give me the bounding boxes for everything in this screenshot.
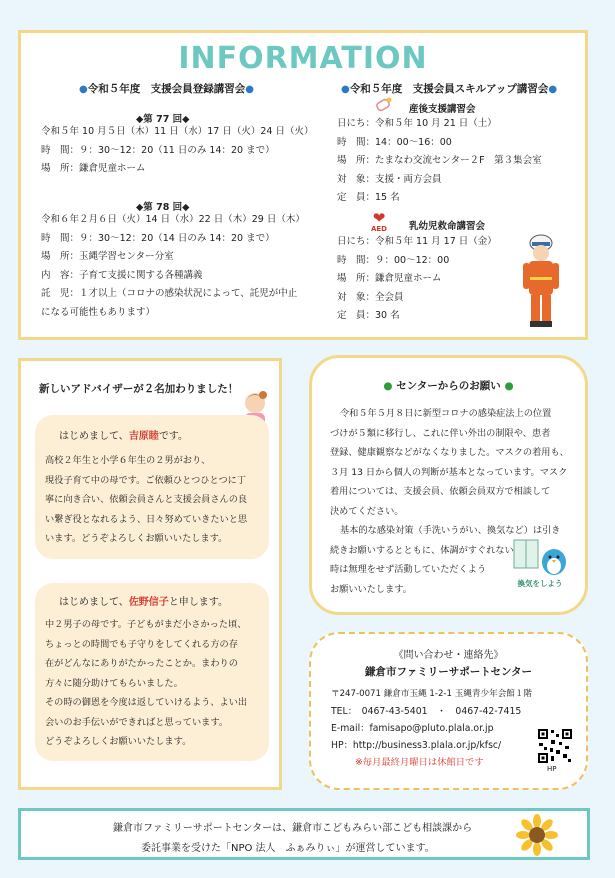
adviser-1-line: 現役子育て中の母です。ご依頼ひとつひとつに丁 [45,474,247,486]
contact-heading: 《問い合わせ・連絡先》 [393,650,504,661]
sunflower-icon [515,813,559,857]
request-line: 時は無理をせず活動していただくよう [330,564,487,575]
footer-line-2: 委託事業を受けた「NPO 法人 ふぁみりぃ」が運営しています。 [141,843,435,854]
right-heading-text: 令和５年度 支援会員スキルアップ講習会 [349,83,549,95]
contact-address: 〒247-0071 鎌倉市玉縄 1-2-1 玉縄青少年会館１階 [331,689,533,699]
request-line: 決めてください。 [330,505,404,517]
firstaid-capacity: 定 員：30 名 [337,310,400,321]
center-request-panel [309,355,588,615]
session78-childcare: 託 児：１才以上（コロナの感染状況によって、託児が中止 [41,288,298,299]
green-dot-icon: ● [504,380,514,392]
adviser-1-name: 吉原睦 [128,431,159,442]
qr-label: HP [547,765,557,773]
request-line: お願いいたします。 [330,583,412,595]
session77-time: 時 間：９：30～12：20（11 日のみ 14：20 まで） [41,144,275,156]
adviser-1-line: 寧に向き合い、依頼会員さんと支援会員さんの良 [45,494,248,505]
adviser-1-line: い繋ぎ役となれるよう、日々努めていきたいと思 [45,513,248,525]
firstaid-place: 場 所：鎌倉児童ホーム [337,273,442,284]
request-line: 続きお願いするとともに、体調がすぐれない [330,544,514,556]
adviser-2-line: どうぞよろしくお願いいたします。 [45,736,192,747]
postpartum-block [337,115,542,208]
session77-block [41,123,313,179]
bullet-icon: ● [548,84,558,95]
bullet-icon: ● [341,84,350,95]
right-heading [341,81,557,96]
left-heading-text: 令和５年度 支援会員登録講習会 [87,83,246,95]
session78-label: ◆第 78 回◆ [136,202,190,213]
firstaid-title: 乳幼児救命講習会 [409,221,486,232]
adviser-2-name: 佐野信子 [128,597,169,608]
contact-homepage-link[interactable]: HP：http://business3.plala.or.jp/kfsc/ [331,740,502,751]
request-heading-text: センターからのお願い [396,380,501,392]
adviser-2-message [45,615,247,752]
adviser-2-line: ちょっとの時間でも子守りをしてくれる方の存 [45,638,238,650]
footer-banner [18,808,590,860]
request-line: 基本的な感染対策（手洗いうがい、換気など）は引き [340,525,561,536]
bullet-icon: ● [245,84,254,95]
adviser-2-line: その時の御恩を今度は返していけるよう、よい出 [45,697,248,708]
advisers-heading: 新しいアドバイザーが２名加わりました！ [39,383,239,395]
baby-bottle-icon [373,95,393,115]
session77-label: ◆第 77 回◆ [136,114,190,125]
aed-icon: ❤ AED [367,211,391,233]
adviser-1-greet-post: です。 [158,431,189,442]
contact-panel [309,632,588,790]
request-line: 着用については、支援会員、依頼会員双方で相談して [330,486,551,497]
adviser-2-line: 方々に随分助けてもらいました。 [45,677,183,689]
session78-dates: 令和６年２月６日（火）14 日（水）22 日（木）29 日（木） [41,214,305,225]
adviser-2-line: 在がどんなにありがたかったことか。まわりの [45,658,238,669]
adviser-1-greeting [59,427,188,447]
contact-email[interactable]: E-mail：famisapo@pluto.plala.or.jp [331,723,494,734]
firstaid-date: 日にち：令和５年 11 月 17 日（金） [337,236,497,247]
ventilation-illustration-icon [512,538,570,578]
postpartum-target: 対 象：支援・両方会員 [337,173,442,185]
adviser-2-greet-pre: はじめまして、 [59,597,129,608]
request-line: 登録、健康観察などがなくなりました。マスクの着用も、 [330,447,569,458]
advisers-panel [18,358,282,790]
adviser-1-card [35,415,269,559]
info-title: INFORMATION [178,41,428,76]
contact-tel: TEL： 0467-43-5401 ・ 0467-42-7415 [331,706,522,717]
ventilation-label: 換気をしよう [517,579,563,588]
postpartum-time: 時 間：14：00～16：00 [337,136,452,148]
session78-place: 場 所：玉縄学習センター分室 [41,251,174,262]
session78-time: 時 間：９：30～12：20（14 日のみ 14：20 まで） [41,232,275,244]
adviser-1-greet-pre: はじめまして、 [59,431,129,442]
postpartum-date: 日にち：令和５年 10 月 21 日（土） [337,118,497,129]
qr-code-icon[interactable] [537,728,573,764]
footer-line-1: 鎌倉市ファミリーサポートセンターは、鎌倉市こどもみらい部こども相談課から [113,823,473,834]
contact-details [331,686,532,771]
session77-place: 場 所：鎌倉児童ホーム [41,163,146,174]
postpartum-capacity: 定 員：15 名 [337,192,400,203]
postpartum-title: 産後支援講習会 [409,104,476,115]
bullet-icon: ● [79,84,88,95]
rescuer-illustration-icon [521,233,561,329]
adviser-1-line: 高校２年生と小学６年生の２男がおり、 [45,455,211,466]
firstaid-block [337,233,497,326]
information-panel [18,30,588,340]
session78-block [41,211,305,322]
firstaid-target: 対 象：全会員 [337,291,404,303]
session78-childcare-note: になる可能性もあります） [41,306,156,318]
contact-org: 鎌倉市ファミリーサポートセンター [364,666,533,678]
request-line: づけが５類に移行し、これに伴い外出の制限や、患者 [330,427,551,439]
aed-label: AED [370,225,387,233]
adviser-2-line: 中２男子の母です。子どもがまだ小さかった頃、 [45,619,247,630]
adviser-1-message [45,451,247,549]
firstaid-time: 時 間：９：00～12：00 [337,254,450,266]
session78-content: 内 容：子育て支援に関する各種講義 [41,269,203,281]
green-dot-icon: ● [383,380,393,392]
request-line: 令和５年５月８日に新型コロナの感染症法上の位置 [340,408,552,419]
request-line: ３月 13 日から個人の判断が基本となっています。マスク [330,466,568,478]
adviser-1-line: います。どうぞよろしくお願いいたします。 [45,533,228,544]
adviser-2-line: 会いのお手伝いができればと思っています。 [45,716,229,728]
adviser-2-card [35,583,269,761]
adviser-2-greet-post: と申します。 [168,597,229,608]
adviser-2-greeting [59,593,228,613]
request-heading [312,378,585,393]
contact-closed-notice: ※毎月最終月曜日は休館日です [355,757,484,768]
left-heading [79,81,254,96]
session77-dates: 令和５年 10 月５日（木）11 日（水）17 日（火）24 日（火） [41,126,314,137]
postpartum-place: 場 所：たまなわ交流センター２F 第３集会室 [337,155,542,166]
